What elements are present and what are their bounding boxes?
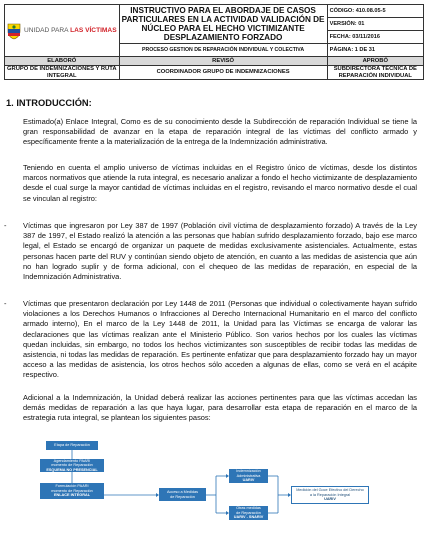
- node-e-line-1: Otras medidas: [236, 506, 261, 511]
- logo-wordmark: [24, 27, 117, 34]
- otras-medidas-node: [229, 506, 268, 520]
- intro-text-2: Teniendo en cuenta el amplio universo de víctimas incluidas en el Registro único de víctimas, desde los distintos marcos normativos que atiende la ruta integral, es necesario analizar a fondo el hecho victimizante de desplazamiento desde el cual surge la mayor cantidad de víctimas incluidas en el registro, revisando el marco normativo desde el cual se vinculan al registro:: [23, 163, 417, 203]
- intro-paragraph-2: [23, 163, 417, 204]
- node-f-line-1: Medición del Goce Efectivo del Derecho: [296, 488, 364, 493]
- node-b-line-1: Formulación PAARI: [55, 484, 89, 489]
- acceso-medidas-node: [159, 488, 206, 501]
- node-f-line-2: a la Reparación Integral: [309, 492, 351, 497]
- logo-emphasis: LAS VÍCTIMAS: [70, 27, 117, 34]
- list-item: - Víctimas que presentaron declaración por Ley 1448 de 2011 (Personas que individual o colectivamente hayan sufrido violaciones a los Derechos Humanos o Infracciones al Derecho Internacional Humanitario en el marco del conflicto armado interno), En el marco de la Ley 1448 de 2011, la Unidad para las Víctimas se encarga de valorar las declaraciones que las víctimas realizan ante el Ministerio Público. Son varios hechos por los cuales las víctimas quedan incluidas, sin embargo, no todos los hechos victimizantes son susceptibles de recibir todas las medidas de asistencia, ni todas las medidas de reparación. Es pertinente enfatizar que para desplazamiento forzado hay un mayor acceso a las medidas de asistencia, los otros hechos sólo acceden a algunas de ellas, como se verá en el acápite respectivo.: [4, 299, 417, 380]
- node-c-line-2: de Reparación: [170, 494, 195, 499]
- indemnizacion-node: [229, 469, 268, 483]
- bullet-text-ley-1448: Víctimas que presentaron declaración por Ley 1448 de 2011 (Personas que individual o colectivamente hayan sufrido violaciones a los Derechos Humanos o Infracciones al Derecho Internacional Humanitario en el marco del conflicto armado interno), En el marco de la Ley 1448 de 2011, la Unidad para las Víctimas se encarga de valorar las declaraciones que las víctimas realizan ante el Ministerio Público. Son varios hechos por los cuales las víctimas quedan incluidas, sin embargo, no todos los hechos victimizantes son susceptibles de recibir todas las medidas de asistencia, ni todas las medidas de reparación. Es pertinente enfatizar que para desplazamiento forzado hay un mayor acceso a las medidas de asistencia, los otros hechos sólo acceden a algunas de ellas, como se verá en el acápite respectivo.: [23, 299, 417, 380]
- logo-cell: [5, 5, 120, 57]
- medicion-goce-node: [291, 486, 369, 504]
- value-reviso: COORDINADOR GRUPO DE INDEMNIZACIONES: [119, 66, 327, 80]
- document-title: INSTRUCTIVO PARA EL ABORDAJE DE CASOS PARTICULARES EN LA ACTIVIDAD VALIDACIÓN DE NÚCLEO PARA EL HECHO VICTIMIZANTE DESPLAZAMIENTO FORZADO: [119, 5, 327, 44]
- unidad-victimas-logo: [7, 22, 117, 40]
- value-elaboro: GRUPO DE INDEMNIZACIONES Y RUTA INTEGRAL: [5, 66, 120, 80]
- value-aprobo: SUBDIRECTORA TÉCNICA DE REPARACIÓN INDIVIDUAL: [327, 66, 423, 80]
- node-d-line-3: UARIV: [242, 478, 255, 483]
- list-item: - Víctimas que ingresaron por Ley 387 de 1997 (Población civil víctima de desplazamiento forzado) A través de la Ley 387 de 1997, el Estado realizó la atención a las personas que habían sufrido desplazamiento forzado, bajo ese marco legal, el Estado se encargó de organizar un paquete de medidas exclusivamente asistenciales. Actualmente, estas personas hacen parte del RUV y continúan siendo objeto de atención, en cuanto a las medidas de asistencia que aún no han logrado suplir y de forma adicional, con el chequeo de las medidas de reparación, en especial de la Indemnización Administrativa.: [4, 221, 417, 282]
- document-code: CÓDIGO: 410.08.05-5: [327, 5, 423, 18]
- document-version: VERSIÓN: 01: [327, 18, 423, 31]
- node-d-line-1: Indemnización: [236, 469, 261, 474]
- agendamiento-paari-node: [40, 459, 104, 472]
- page-number: PÁGINA: 1 DE 31: [327, 44, 423, 57]
- header-aprobo: APROBÓ: [327, 57, 423, 66]
- document-header: [4, 4, 424, 80]
- node-b-line-3: ENLACE INTEGRAL: [53, 493, 91, 498]
- header-reviso: REVISÓ: [119, 57, 327, 66]
- intro-text-3: Adicional a la Indemnización, la Unidad deberá realizar las acciones pertinentes para que las víctimas accedan las demás medidas de reparación a las que haya lugar, para desarrollar esta etapa de reparación en el marco de la estrategia ruta integral, se plantean los siguientes pasos:: [23, 393, 417, 423]
- header-elaboro: ELABORÓ: [5, 57, 120, 66]
- logo-prefix: UNIDAD PARA: [24, 27, 69, 34]
- intro-paragraph-1: [23, 117, 417, 148]
- process-name: PROCESO GESTION DE REPARACIÓN INDIVIDUAL Y COLECTIVA: [119, 44, 327, 57]
- bullet-text-ley-387: Víctimas que ingresaron por Ley 387 de 1997 (Población civil víctima de desplazamiento forzado) A través de la Ley 387 de 1997, el Estado realizó la atención a las personas que habían sufrido desplazamiento forzado, bajo ese marco legal, el Estado se encargó de organizar un paquete de medidas exclusivamente asistenciales. Actualmente, estas personas hacen parte del RUV y continúan siendo objeto de atención, en cuanto a las medidas de asistencia que aún no han logrado suplir y de forma adicional, con el chequeo de las medidas de reparación, en especial de la Indemnización Administrativa.: [23, 221, 417, 282]
- node-f-line-3: UARIV: [324, 497, 336, 502]
- node-e-line-3: UARIV - SNARIV: [233, 515, 264, 520]
- stage-reparacion-node: [46, 441, 98, 450]
- reparation-steps-diagram: [40, 441, 400, 533]
- stage-label: Etapa de Reparación: [54, 443, 90, 448]
- node-a-line-3: ESQUEMA NO PRESENCIAL: [46, 467, 98, 472]
- intro-text-1: Estimado(a) Enlace Integral, Como es de su conocimiento desde la Subdirección de reparación Individual se tiene la gran responsabilidad de avanzar en la etapa de reparación integral de las víctimas del conflicto armado y específicamente frente a la materialización de la entrega de la Indemnización administrativa.: [23, 117, 417, 147]
- node-d-line-2: Administrativa: [236, 473, 261, 478]
- node-b-line-2: momento de Reparación: [51, 488, 93, 493]
- node-a-line-1: Agendamiento PAARI: [53, 458, 91, 463]
- intro-paragraph-3: [23, 393, 417, 424]
- document-date: FECHA: 03/11/2016: [327, 31, 423, 44]
- coat-of-arms-icon: [7, 22, 21, 40]
- node-a-line-2: momento de Reparación: [51, 463, 93, 468]
- node-c-line-1: Acceso a Medidas: [166, 490, 199, 495]
- node-e-line-2: de Reparación: [236, 510, 261, 515]
- formulacion-paari-node: [40, 483, 104, 499]
- section-heading: 1. INTRODUCCIÓN:: [6, 98, 92, 108]
